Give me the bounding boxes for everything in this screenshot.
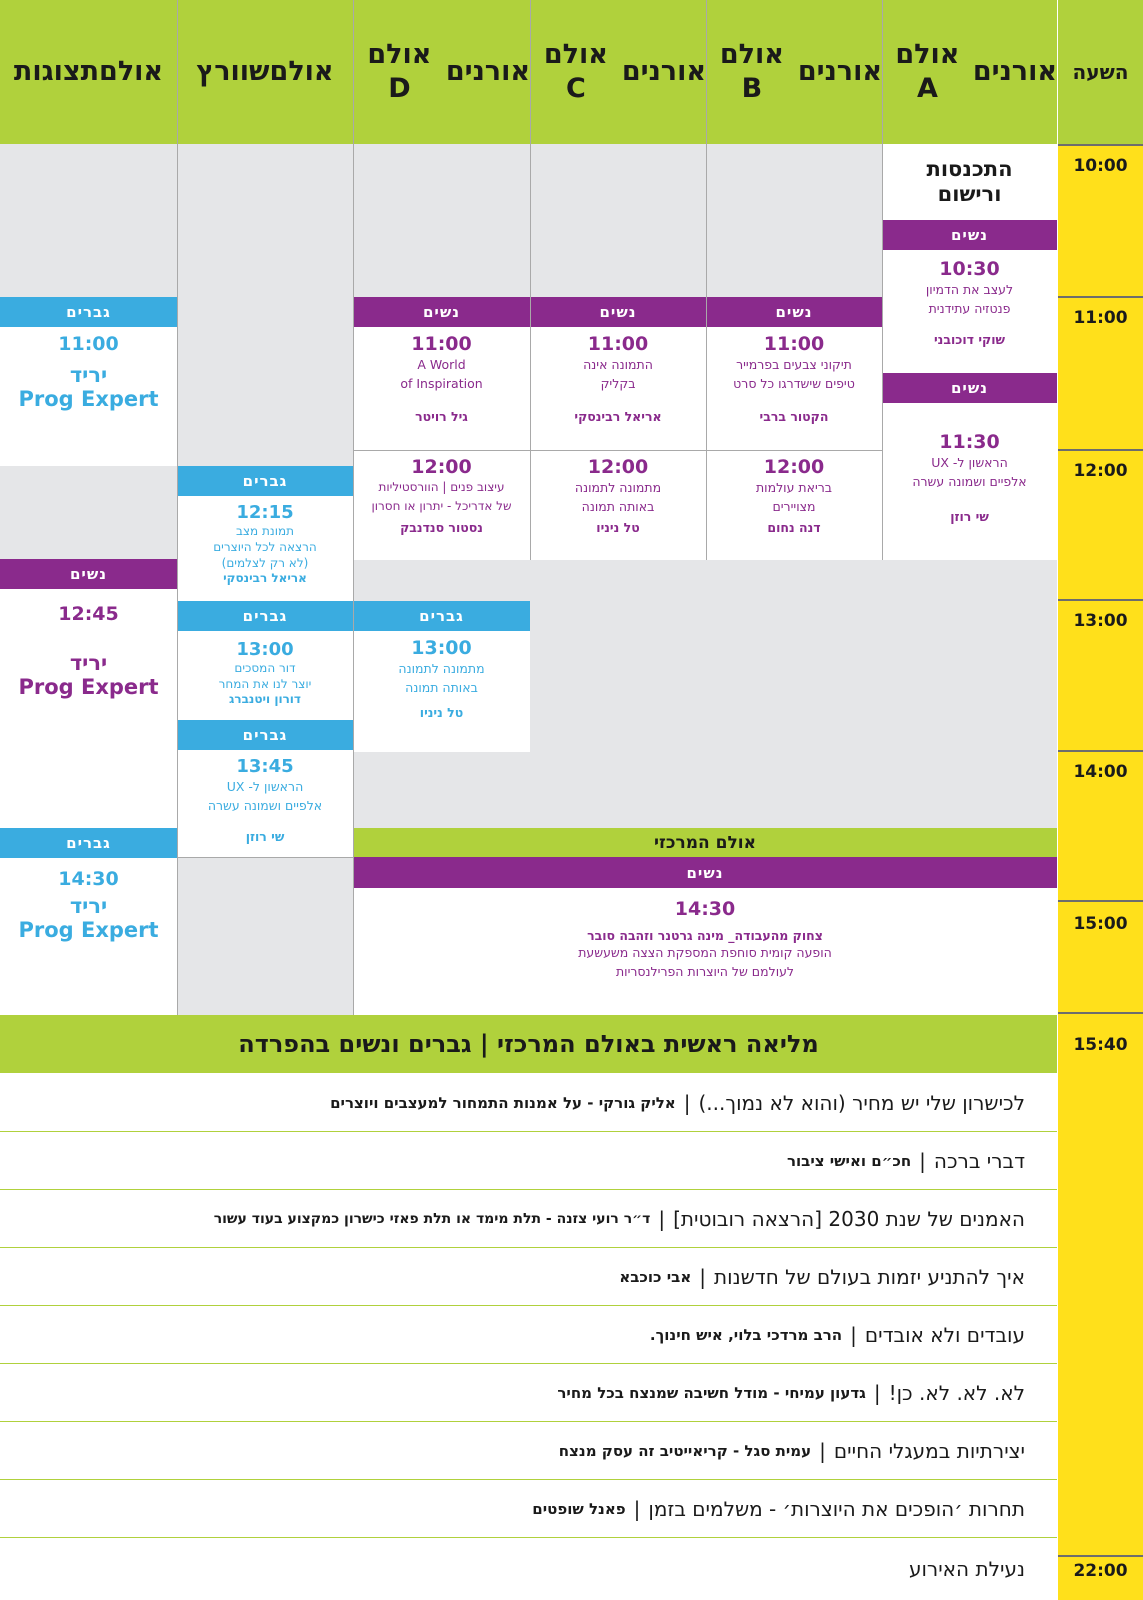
fair-title: יריד <box>69 363 108 387</box>
grid-line <box>177 0 178 1015</box>
session-speaker: שי רוזן <box>245 829 285 844</box>
session-cell <box>882 250 1057 373</box>
session-speaker: הקטור ברבי <box>759 409 829 424</box>
plenary-item-speaker: עמית סגל - קריאייטיב זה עסק מנצח <box>558 1441 812 1460</box>
session-time: 14:30 <box>674 898 736 920</box>
hour-divider <box>1058 900 1143 902</box>
hour-label: 11:00 <box>1073 308 1128 328</box>
plenary-item-speaker: ד״ר רועי צזנה - תלת מימד או תלת פאזי כישרון כמקצוע בעוד עשור <box>213 1210 651 1227</box>
plenary-item-speaker: אבי כוכבא <box>619 1267 692 1286</box>
plenary-item-title: עובדים ולא אובדים <box>864 1322 1025 1347</box>
hall-b-header: אורנים אולם B <box>719 39 882 104</box>
fair-name: Prog Expert <box>18 675 159 699</box>
plenary-item <box>0 1538 1057 1600</box>
plenary-item-title: איך להתניע יזמות בעולם של חדשנות <box>714 1264 1025 1289</box>
session-title: מתמונה לתמונה באותה תמונה <box>574 480 662 514</box>
hour-divider <box>1058 449 1143 451</box>
plenary-item: לא. לא. לא. כן! | גדעון עמיחי - מודל חשיבה שמנצח בכל מחיר <box>0 1364 1057 1422</box>
plenary-item: לכישרון שלי יש מחיר (והוא לא נמוך...) | אליק גורקי - על אמנות התמחור למעצבים ויוצרים <box>0 1074 1057 1132</box>
grid-line <box>353 450 882 451</box>
hall-c-header: אורנים אולם C <box>543 39 706 104</box>
plenary-item: איך להתניע יזמות בעולם של חדשנות | אבי כוכבא <box>0 1248 1057 1306</box>
plenary-item: עובדים ולא אובדים | הרב מרדכי בלוי, איש חינוך. <box>0 1306 1057 1364</box>
session-time: 13:45 <box>236 756 294 777</box>
hour-label: 15:00 <box>1073 914 1128 934</box>
session-speaker: טל ניניו <box>419 705 464 720</box>
fair-cell <box>0 858 177 1015</box>
session-title: עיצוב פנים | הוורסטיליות של אדריכל - יתרון או חסרון <box>371 480 512 513</box>
session-time: 10:30 <box>939 258 1000 280</box>
session-title: הראשון ל- UX אלפיים ושמונה עשרה <box>207 779 323 813</box>
session-time: 12:00 <box>411 456 472 478</box>
session-title: לעצב את הדמיון פנטזיה עתידנית <box>925 282 1014 316</box>
session-cell <box>353 631 530 752</box>
session-title: תיקוני צבעים בפרמייר טיפים שישדרגו כל סרט <box>733 357 855 391</box>
men-band: גברים <box>177 601 353 631</box>
hour-divider <box>1058 144 1143 146</box>
hour-label: 10:00 <box>1073 156 1128 176</box>
men-band: גברים <box>177 466 353 496</box>
plenary-item-title: לכישרון שלי יש מחיר (והוא לא נמוך...) <box>698 1090 1025 1115</box>
hour-header: השעה <box>1058 0 1143 144</box>
session-cell <box>353 327 530 450</box>
session-speaker: צחוק מהעבודה_ מינה גרטנר וזהבה סובר <box>587 928 823 943</box>
grid-line <box>706 0 707 560</box>
central-hall-title: אולם המרכזי <box>353 828 1057 857</box>
hour-column <box>1058 144 1143 1600</box>
session-title: בריאת עולמות מצויירים <box>755 480 833 514</box>
session-title: תמונת מצב הרצאה לכל היוצרים (לא רק לצלמים) <box>213 524 317 570</box>
session-cell <box>177 750 353 857</box>
plenary-item-speaker: פאנל שופטים <box>532 1499 626 1518</box>
session-cell <box>353 450 530 560</box>
session-speaker: גיל רויטר <box>415 409 468 424</box>
session-speaker: שי רוזן <box>950 509 989 524</box>
grid-line <box>177 857 353 858</box>
hour-divider <box>1058 1012 1143 1014</box>
hour-label: 14:00 <box>1073 762 1128 782</box>
men-band: גברים <box>0 828 177 858</box>
session-cell <box>706 450 882 560</box>
plenary-item-title: לא. לא. לא. כן! <box>888 1380 1025 1405</box>
women-band: נשים <box>882 220 1057 250</box>
hour-divider <box>1058 296 1143 298</box>
plenary-title: מליאה ראשית באולם המרכזי | גברים ונשים בהפרדה <box>0 1015 1057 1073</box>
session-cell <box>882 403 1057 560</box>
plenary-item: תחרות ׳הופכים את היוצרות׳ - משלמים בזמן | פאנל שופטים <box>0 1480 1057 1538</box>
session-title: הראשון ל- UX אלפיים ושמונה עשרה <box>912 455 1027 489</box>
grid-line <box>530 0 531 560</box>
grid-line <box>882 0 883 560</box>
fair-title: יריד <box>69 894 108 918</box>
central-session-cell <box>353 888 1057 1015</box>
session-time: 13:00 <box>236 639 294 660</box>
session-cell <box>706 327 882 450</box>
registration-text: התכנסות ורישום <box>926 157 1013 206</box>
plenary-item-title: יצירתיות במעגלי החיים <box>833 1438 1025 1463</box>
session-time: 11:00 <box>763 333 825 355</box>
plenary-item: דברי ברכה | חכ״ם ואישי ציבור <box>0 1132 1057 1190</box>
fair-name: Prog Expert <box>18 387 159 411</box>
women-band: נשים <box>882 373 1057 403</box>
fair-title: יריד <box>69 651 108 675</box>
plenary-item-title: נעילת האירוע <box>908 1557 1025 1581</box>
session-speaker: אריאל רבינסקי <box>223 571 307 585</box>
women-band: נשים <box>0 559 177 589</box>
session-title: התמונה אינה בקליק <box>583 357 653 391</box>
session-time: 11:00 <box>587 333 649 355</box>
session-speaker: דורון ויטנברג <box>229 692 301 706</box>
session-cell <box>530 450 706 560</box>
women-band: נשים <box>706 297 882 327</box>
plenary-item-title: דברי ברכה <box>933 1148 1025 1173</box>
men-band: גברים <box>177 720 353 750</box>
hall-a-header: אורנים אולם A <box>895 39 1057 104</box>
fair-cell <box>0 327 177 466</box>
hall-d-header: אורנים אולם D <box>367 39 530 104</box>
session-title: דור המסכים יוצר לנו את המחר <box>218 661 312 691</box>
fair-cell <box>0 589 177 828</box>
session-speaker: נסטור סנדנבק <box>400 520 483 535</box>
men-band: גברים <box>0 297 177 327</box>
session-time: 11:00 <box>411 333 472 355</box>
plenary-item-speaker: אליק גורקי - על אמנות התמחור למעצבים ויוצרים <box>330 1093 676 1112</box>
empty-slot <box>177 858 353 1015</box>
plenary-item-speaker: הרב מרדכי בלוי, איש חינוך. <box>649 1325 843 1344</box>
fair-time: 12:45 <box>58 603 119 625</box>
hall-schwartz-header: אולם שוורץ <box>196 56 334 87</box>
plenary-item-title: תחרות ׳הופכים את היוצרות׳ - משלמים בזמן <box>648 1496 1025 1521</box>
session-time: 12:00 <box>763 456 825 478</box>
plenary-item-speaker: גדעון עמיחי - מודל חשיבה שמנצח בכל מחיר <box>557 1383 866 1402</box>
session-speaker: טל ניניו <box>596 520 640 535</box>
session-description: הופעה קומית סוחפת המספקת הצצה משעשעת לעולמם של היוצרות הפרילנסריות <box>578 945 832 979</box>
session-speaker: דנה נחום <box>767 520 821 535</box>
plenary-item-title: האמנים של שנת 2030 [הרצאה רובוטית] <box>673 1206 1025 1231</box>
fair-time: 14:30 <box>58 868 119 890</box>
fair-time: 11:00 <box>58 333 119 355</box>
plenary-item: האמנים של שנת 2030 [הרצאה רובוטית] | ד״ר רועי צזנה - תלת מימד או תלת פאזי כישרון כמקצוע בעוד עשור <box>0 1190 1057 1248</box>
hall-display-header: אולם תצוגות <box>13 56 164 87</box>
session-cell <box>530 327 706 450</box>
session-speaker: אריאל רבינסקי <box>574 409 662 424</box>
session-time: 12:00 <box>587 456 649 478</box>
hour-divider <box>1058 750 1143 752</box>
plenary-item: יצירתיות במעגלי החיים | עמית סגל - קריאייטיב זה עסק מנצח <box>0 1422 1057 1480</box>
plenary-item-speaker: חכ״ם ואישי ציבור <box>787 1151 912 1170</box>
session-speaker: שוקי דוכובני <box>934 332 1005 347</box>
hour-label: 15:40 <box>1073 1035 1128 1055</box>
fair-name: Prog Expert <box>18 918 159 942</box>
women-band: נשים <box>530 297 706 327</box>
session-cell <box>177 631 353 720</box>
grid-line <box>353 0 354 1015</box>
women-band: נשים <box>353 857 1057 888</box>
hour-label: 13:00 <box>1073 611 1128 631</box>
session-title: מתמונה לתמונה באותה תמונה <box>398 661 485 695</box>
hour-label: 12:00 <box>1073 461 1128 481</box>
men-band: גברים <box>353 601 530 631</box>
session-time: 11:30 <box>939 431 1000 453</box>
session-time: 13:00 <box>411 637 472 659</box>
session-cell <box>177 496 353 601</box>
hour-divider <box>1058 1555 1143 1557</box>
session-time: 12:15 <box>236 502 294 523</box>
women-band: נשים <box>353 297 530 327</box>
registration-cell <box>882 144 1057 220</box>
hour-label: 22:00 <box>1073 1561 1128 1581</box>
session-title: A World of Inspiration <box>400 357 483 391</box>
hour-divider <box>1058 599 1143 601</box>
